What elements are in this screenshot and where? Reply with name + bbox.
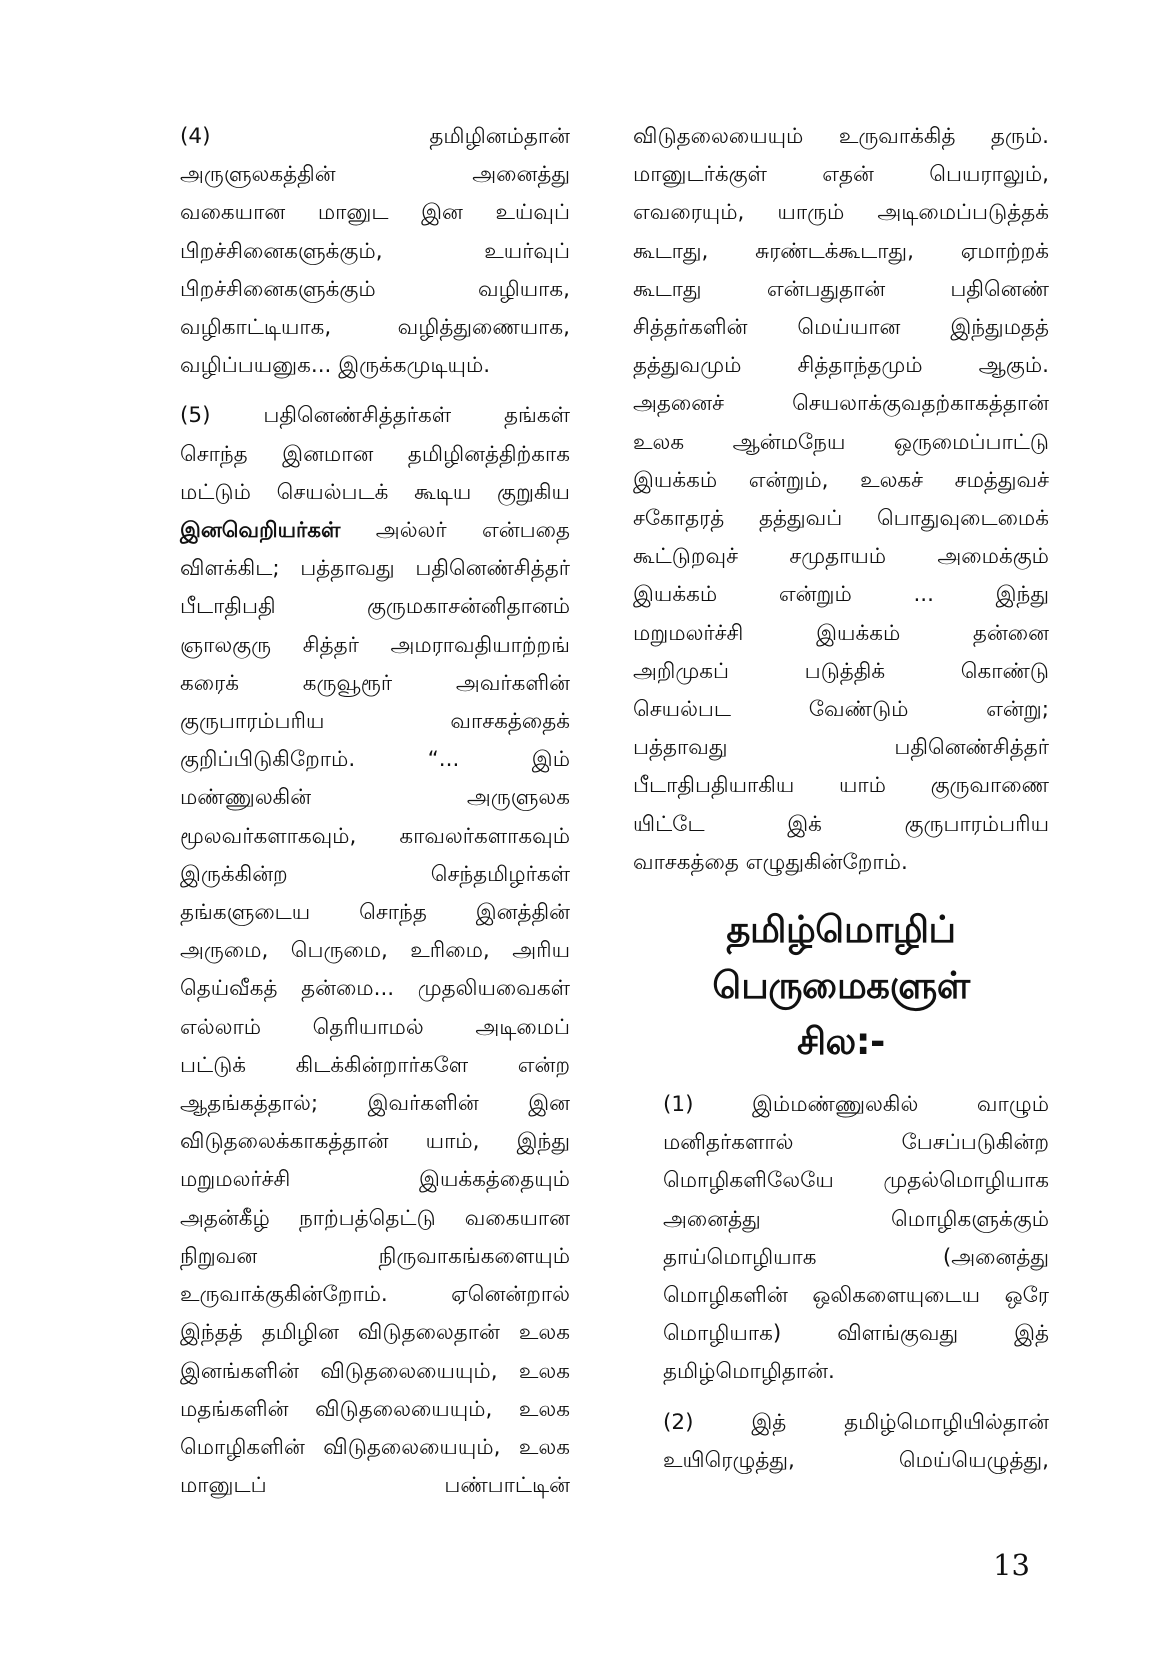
text-line: வழிப்பயனுக... இருக்கமுடியும். [180,353,491,379]
text-line: இருக்கின்ற செந்தமிழர்கள் [180,861,570,887]
text-line: விளக்கிட; பத்தாவது பதினெண்சித்தர் [180,556,570,582]
text-line: தமிழ்மொழிதான். [663,1359,835,1385]
text-line: அதன்கீழ் நாற்பத்தெட்டு வகையான [180,1205,570,1231]
paragraph-4 [150,118,570,385]
paragraph-2 [633,1404,1049,1480]
text-line: (1) இம்மண்ணுலகில் வாழும் [663,1092,1049,1118]
text-line: விடுதலைக்காகத்தான் யாம், இந்து [180,1129,570,1155]
text-line: பட்டுக் கிடக்கின்றார்களே என்ற [180,1052,570,1078]
text-line: தாய்மொழியாக (அனைத்து [663,1244,1049,1270]
text-line: சகோதரத் தத்துவப் பொதுவுடைமைக் [633,506,1049,532]
text-line: தத்துவமும் சித்தாந்தமும் ஆகும். [633,353,1049,379]
heading-line: தமிழ்மொழிப் [726,908,956,952]
text-line: சொந்த இனமான தமிழினத்திற்காக [180,441,570,467]
text-line: பீடாதிபதியாகிய யாம் குருவாணை [633,773,1049,799]
text-line: மொழிகளின் ஒலிகளையுடைய ஒரே [663,1283,1049,1309]
paragraph-continued [633,118,1049,882]
text-line: பிறச்சினைகளுக்கும், உயர்வுப் [180,238,570,264]
page-number: 13 [993,1548,1030,1582]
text-fragment: அல்லர் என்பதை [340,518,570,544]
text-line: அனைத்து மொழிகளுக்கும் [663,1206,1049,1232]
text-line: அருளுலகத்தின் அனைத்து [180,162,570,188]
right-column [633,118,1049,1492]
paragraph-1 [633,1086,1049,1392]
text-line: இயக்கம் என்றும், உலகச் சமத்துவச் [633,467,1049,493]
text-line: சித்தர்களின் மெய்யான இந்துமதத் [633,315,1049,341]
text-line: வகையான மானுட இன உய்வுப் [180,200,570,226]
text-line: ஆதங்கத்தால்; இவர்களின் இன [180,1091,570,1117]
text-line: கரைக் கருவூரூர் அவர்களின் [180,670,570,696]
text-line: பிறச்சினைகளுக்கும் வழியாக, [180,276,570,302]
text-line: தங்களுடைய சொந்த இனத்தின் [180,900,570,926]
paragraph-5 [150,397,570,1505]
text-line: மறுமலர்ச்சி இயக்கத்தையும் [180,1167,570,1193]
text-line: மூலவர்களாகவும், காவலர்களாகவும் [180,823,570,849]
text-line: மண்ணுலகின் அருளுலக [180,785,570,811]
text-line: (5) பதினெண்சித்தர்கள் தங்கள் [180,403,570,429]
text-line: உருவாக்குகின்றோம். ஏனென்றால் [180,1282,570,1308]
text-line: எவரையும், யாரும் அடிமைப்படுத்தக் [633,200,1049,226]
text-line: உயிரெழுத்து, மெய்யெழுத்து, [663,1447,1049,1473]
text-line: விடுதலையையும் உருவாக்கித் தரும். [633,124,1049,149]
text-line: இனங்களின் விடுதலையையும், உலக [180,1358,570,1384]
text-line: இயக்கம் என்றும் ... இந்து [633,582,1049,608]
text-line: (4) தமிழினம்தான் [180,124,570,149]
text-line: மதங்களின் விடுதலையையும், உலக [180,1396,570,1422]
text-line: கூடாது, சுரண்டக்கூடாது, ஏமாற்றக் [633,238,1049,264]
text-line: மொழிகளின் விடுதலையையும், உலக [180,1434,570,1460]
text-line: அருமை, பெருமை, உரிமை, அரிய [180,938,570,964]
text-line: வாசகத்தை எழுதுகின்றோம். [633,849,908,875]
heading-line: பெருமைகளுள் [712,964,970,1008]
text-line: மொழியாக) விளங்குவது இத் [663,1321,1049,1347]
text-line: பத்தாவது பதினெண்சித்தர் [633,735,1049,761]
text-line: யிட்டே இக் குருபாரம்பரிய [633,811,1049,837]
text-line: செயல்பட வேண்டும் என்று; [633,697,1049,723]
left-column [150,118,570,1517]
text-line-with-bold [150,512,570,550]
text-line: கூடாது என்பதுதான் பதினெண் [633,276,1049,302]
text-line: வழிகாட்டியாக, வழித்துணையாக, [180,315,570,341]
text-line: மானுடர்க்குள் எதன் பெயராலும், [633,162,1049,188]
text-line: மனிதர்களால் பேசப்படுகின்ற [663,1130,1049,1156]
text-line: உலக ஆன்மநேய ஒருமைப்பாட்டு [633,429,1049,455]
text-line: (2) இத் தமிழ்மொழியில்தான் [663,1409,1049,1435]
text-line: குறிப்பிடுகிறோம். “... இம் [180,747,570,773]
text-line: எல்லாம் தெரியாமல் அடிமைப் [180,1014,570,1040]
text-line: மறுமலர்ச்சி இயக்கம் தன்னை [633,620,1049,646]
text-line: தெய்வீகத் தன்மை... முதலியவைகள் [180,976,570,1002]
text-line: மட்டும் செயல்படக் கூடிய குறுகிய [180,479,570,505]
text-line: மானுடப் பண்பாட்டின் [180,1473,570,1499]
text-line: அறிமுகப் படுத்திக் கொண்டு [633,658,1049,684]
text-line: குருபாரம்பரிய வாசகத்தைக் [180,709,570,735]
heading-line: சில:- [797,1020,885,1064]
text-line: மொழிகளிலேயே முதல்மொழியாக [663,1168,1049,1194]
text-line: இந்தத் தமிழின விடுதலைதான் உலக [180,1320,570,1346]
text-line: அதனைச் செயலாக்குவதற்காகத்தான் [633,391,1049,417]
text-line: ஞாலகுரு சித்தர் அமராவதியாற்றங் [180,632,570,658]
text-line: பீடாதிபதி குருமகாசன்னிதானம் [180,594,570,620]
text-line: நிறுவன நிருவாகங்களையும் [180,1243,570,1269]
bold-term: இனவெறியர்கள் [180,518,341,544]
text-line: கூட்டுறவுச் சமுதாயம் அமைக்கும் [633,544,1049,570]
section-heading [633,902,1049,1070]
